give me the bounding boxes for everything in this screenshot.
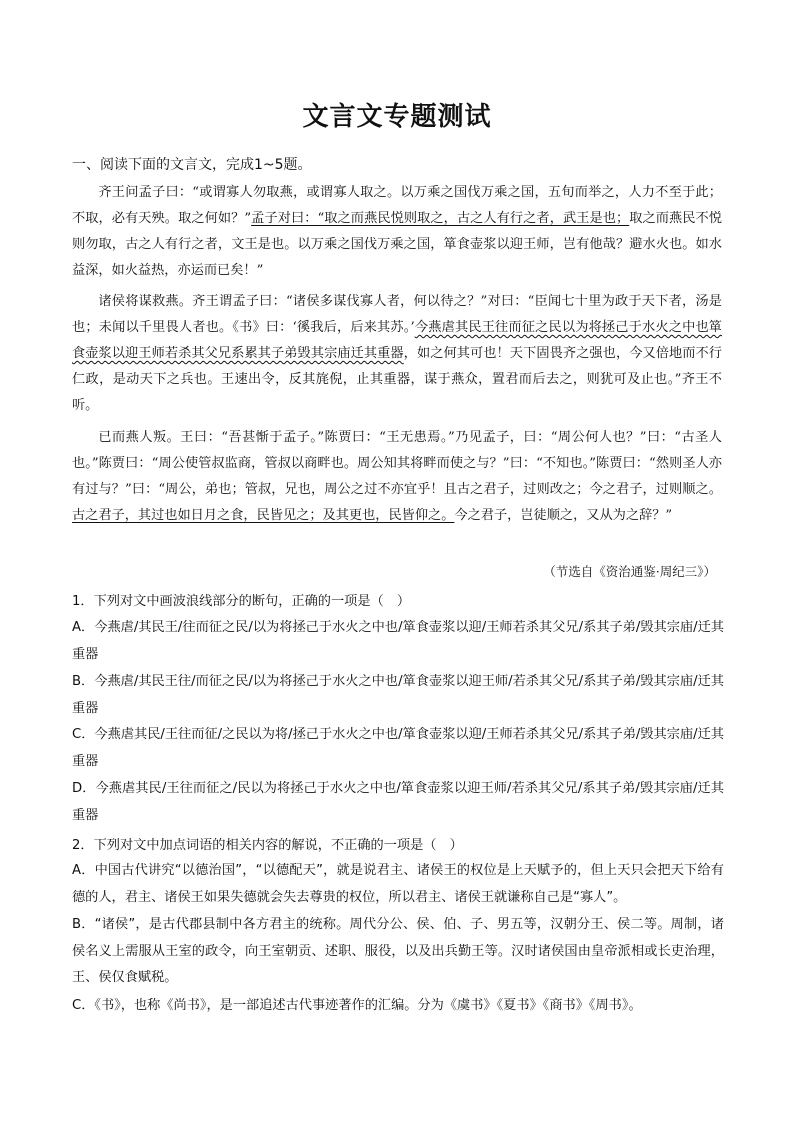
question-2-option-c: C．《书》，也称《尚书》，是一部追述古代事迹著作的汇编。分为《虞书》《夏书》《商书》《周书》。 [72, 998, 642, 1013]
question-1-stem: 1．下列对文中画波浪线部分的断句，正确的一项是（ ） [72, 594, 411, 609]
p2-text-c: ，如之何其可也！天下固畏齐之强也，今又倍地而不行仁政，是动天下之兵也。王速出令，反其旄倪，止其重器，谋于燕众，置君而后去之，则犹可及止也。”齐王不听。 [72, 346, 722, 413]
passage-source: （节选自《资治通鉴·周纪三》） [543, 564, 716, 579]
page-title: 文言文专题测试 [302, 102, 492, 132]
p3-underlined-sentence: 古之君子，其过也如日月之食，民皆见之；及其更也，民皆仰之。 [72, 508, 455, 523]
question-1-option-c: C．今燕虐其民/王往而征/之民以为将/拯己于水火之中也/箪食壶浆以迎/王师若杀其父兄/系其子弟/毁其宗庙/迁其重器 [72, 727, 724, 769]
question-1-option-a: A．今燕虐/其民王/往而征之民/以为将拯己于水火之中也/箪食壶浆以迎/王师若杀其父兄/系其子弟/毁其宗庙/迁其重器 [72, 620, 724, 662]
question-2-stem: 2．下列对文中加点词语的相关内容的解说，不正确的一项是（ ） [72, 838, 463, 853]
passage-paragraph-2 [72, 289, 722, 419]
p3-text-a: 已而燕人叛。王曰：“吾甚惭于孟子。”陈贾曰：“王无患焉。”乃见孟子，曰：“周公何人也？”曰：“古圣人也。”陈贾曰：“周公使管叔监商，管叔以商畔也。周公知其将畔而使之与？”曰：“不知也。”陈贾曰：“然则圣人亦有过与？”曰：“周公，弟也；管叔，兄也，周公之过不亦宜乎！且古之君子，过则改之；今之君子，过则顺之。 [72, 430, 722, 497]
question-2-option-a: A．中国古代讲究“以德治国”，“以德配天”，就是说君主、诸侯王的权位是上天赋予的，但上天只会把天下给有德的人，君主、诸侯王如果失德就会失去尊贵的权位，所以君主、诸侯王就谦称自己是“寡人”。 [72, 863, 724, 905]
passage-paragraph-3 [72, 425, 722, 529]
question-1-option-b: B．今燕虐/其民王往/而征之民/以为将拯己于水火之中也/箪食壶浆以迎王师/若杀其父兄/系其子弟/毁其宗庙/迁其重器 [72, 674, 724, 716]
section-heading: 一、阅读下面的文言文，完成1~5题。 [72, 157, 312, 173]
p3-text-c: 今之君子，岂徒顺之，又从为之辞？” [454, 508, 673, 523]
p1-text-a: 齐王问孟子曰：“或谓寡人勿取燕，或谓寡人取之。以万乘之国伐万乘之国，五旬而举之，人力不至于此；不取，必有天殃。取之何如？” [72, 185, 722, 226]
passage-paragraph-1 [72, 180, 722, 284]
p2-text-a: 诸侯将谋救燕。齐王谓孟子曰：“诸侯多谋伐寡人者，何以待之？”对曰：“臣闻七十里为政于天下者，汤是也；未闻以千里畏人者也。《书》曰：‘徯我后，后来其苏。’ [72, 294, 722, 335]
p1-underlined-sentence: 孟子对曰：“取之而燕民悦则取之，古之人有行之者，武王是也； [251, 211, 630, 226]
p2-wavy-sentence: 今燕虐其民王往而征之民以为将拯己于水火之中也箪食壶浆以迎王师若杀其父兄系累其子弟毁其宗庙迁其重器 [72, 320, 722, 361]
question-2-option-b: B．“诸侯”，是古代郡县制中各方君主的统称。周代分公、侯、伯、子、男五等，汉朝分王、侯二等。周制，诸侯名义上需服从王室的政令，向王室朝贡、述职、服役，以及出兵勤王等。汉时诸侯国由皇帝派相或长吏治理，王、侯仅食赋税。 [72, 917, 724, 985]
p1-text-c: 取之而燕民不悦则勿取，古之人有行之者，文王是也。以万乘之国伐万乘之国，箪食壶浆以迎王师，岂有他哉？避水火也。如水益深，如火益热，亦运而已矣！” [72, 211, 722, 278]
question-1-option-d: D．今燕虐其民/王往而征之/民以为将拯己于水火之中也/箪食壶浆以迎王师/若杀其父兄/系其子弟/毁其宗庙/迁其重器 [72, 781, 724, 823]
